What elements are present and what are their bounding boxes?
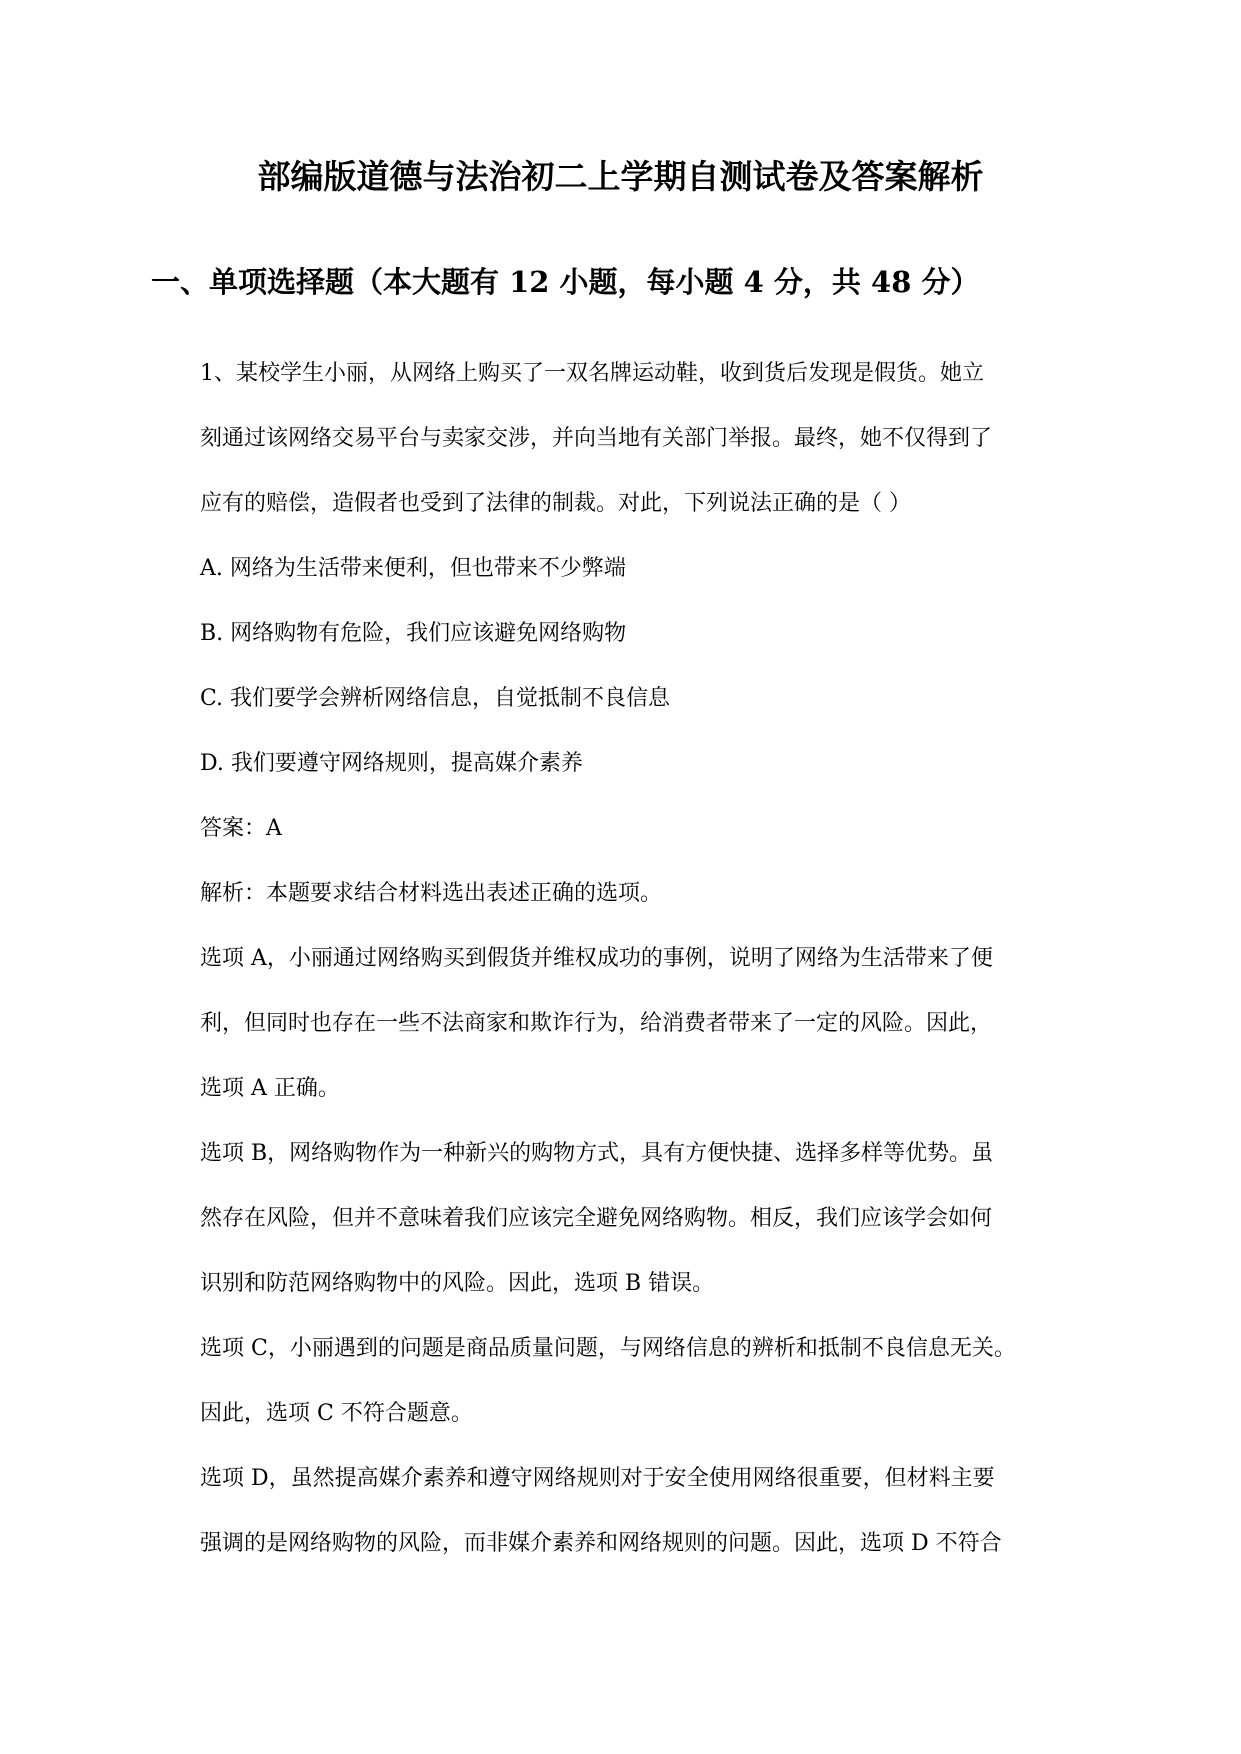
analysis-line: 选项 A 正确。 bbox=[200, 1076, 340, 1101]
analysis-line: 识别和防范网络购物中的风险。因此，选项 B 错误。 bbox=[200, 1271, 715, 1296]
analysis-line: 解析：本题要求结合材料选出表述正确的选项。 bbox=[200, 881, 663, 906]
option-d: D. 我们要遵守网络规则，提高媒介素养 bbox=[200, 751, 583, 776]
option-a: A. 网络为生活带来便利，但也带来不少弊端 bbox=[200, 556, 626, 581]
option-b: B. 网络购物有危险，我们应该避免网络购物 bbox=[200, 621, 627, 646]
analysis-line: 选项 D，虽然提高媒介素养和遵守网络规则对于安全使用网络很重要，但材料主要 bbox=[200, 1466, 995, 1491]
analysis-line: 选项 C，小丽遇到的问题是商品质量问题，与网络信息的辨析和抵制不良信息无关。 bbox=[200, 1336, 1016, 1361]
question-1 bbox=[200, 341, 1100, 1576]
section-heading: 一、单项选择题（本大题有 12 小题，每小题 4 分，共 48 分） bbox=[151, 265, 980, 299]
question-stem-line: 刻通过该网络交易平台与卖家交涉，并向当地有关部门举报。最终，她不仅得到了 bbox=[200, 426, 993, 451]
option-c: C. 我们要学会辨析网络信息，自觉抵制不良信息 bbox=[200, 686, 671, 711]
question-stem-line: 应有的赔偿，造假者也受到了法律的制裁。对此，下列说法正确的是（ ） bbox=[200, 491, 911, 516]
analysis-line: 利，但同时也存在一些不法商家和欺诈行为，给消费者带来了一定的风险。因此， bbox=[200, 1011, 993, 1036]
analysis-line: 选项 B，网络购物作为一种新兴的购物方式，具有方便快捷、选择多样等优势。虽 bbox=[200, 1141, 994, 1166]
analysis-line: 然存在风险，但并不意味着我们应该完全避免网络购物。相反，我们应该学会如何 bbox=[200, 1206, 993, 1231]
answer: 答案：A bbox=[200, 816, 282, 841]
analysis-line: 选项 A，小丽通过网络购买到假货并维权成功的事例，说明了网络为生活带来了便 bbox=[200, 946, 993, 971]
document-title: 部编版道德与法治初二上学期自测试卷及答案解析 bbox=[257, 157, 984, 196]
question-stem-line: 1、某校学生小丽，从网络上购买了一双名牌运动鞋，收到货后发现是假货。她立 bbox=[200, 361, 984, 386]
analysis-line: 强调的是网络购物的风险，而非媒介素养和网络规则的问题。因此，选项 D 不符合 bbox=[200, 1531, 1002, 1556]
analysis-line: 因此，选项 C 不符合题意。 bbox=[200, 1401, 473, 1426]
